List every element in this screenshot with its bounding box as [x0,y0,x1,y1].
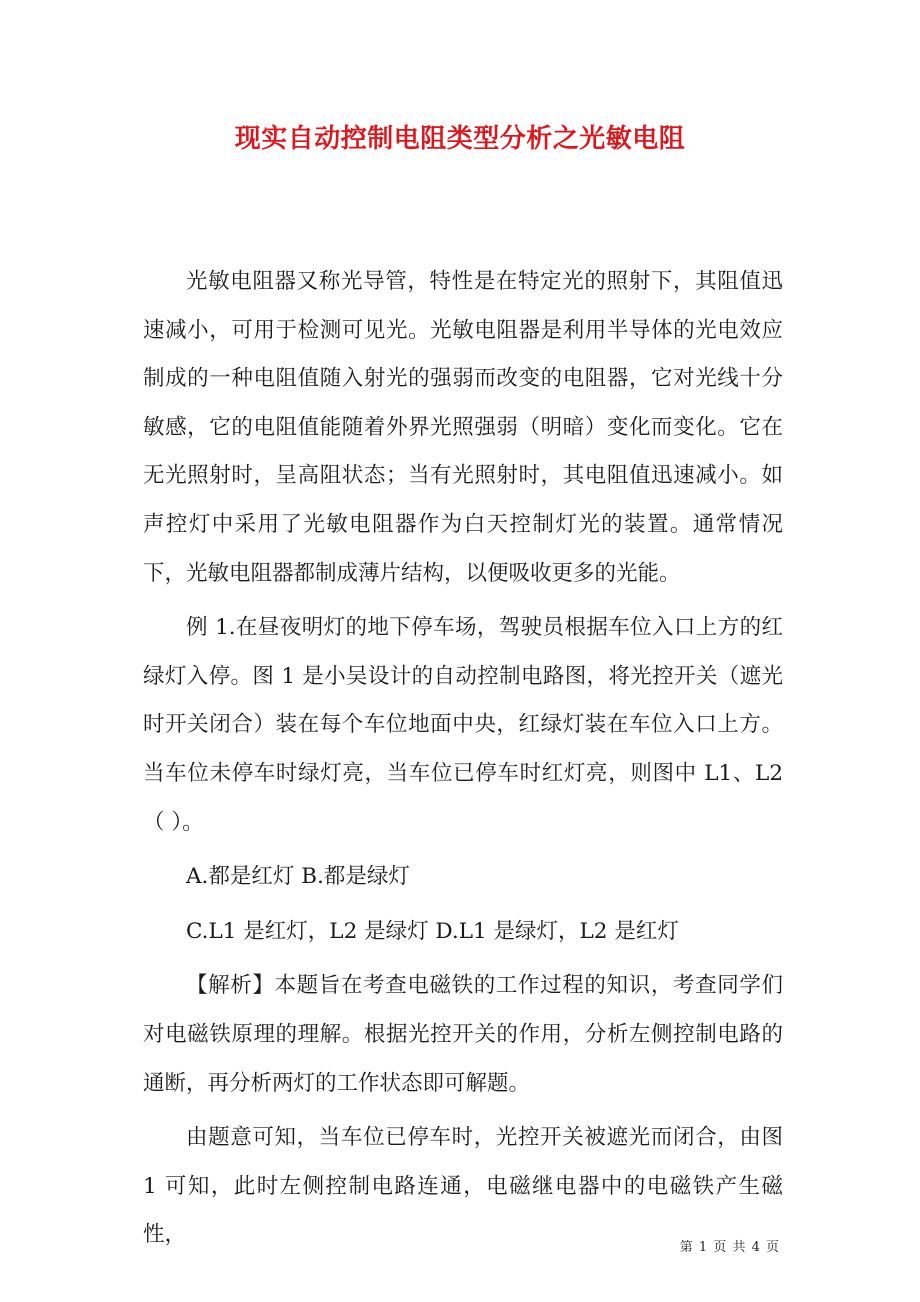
page-number: 第 1 页 共 4 页 [679,1240,780,1255]
paragraph-intro: 光敏电阻器又称光导管，特性是在特定光的照射下，其阻值迅速减小，可用于检测可见光。光敏电阻器是利用半导体的光电效应制成的一种电阻值随入射光的强弱而改变的电阻器，它对光线十分敏感，它的电阻值能随着外界光照强弱（明暗）变化而变化。它在无光照射时，呈高阻状态；当有光照射时，其电阻值迅速减小。如声控灯中采用了光敏电阻器作为白天控制灯光的装置。通常情况下，光敏电阻器都制成薄片结构，以便吸收更多的光能。 [143,269,783,586]
option-cd: C.L1 是红灯，L2 是绿灯 D.L1 是绿灯，L2 是红灯 [186,918,679,944]
paragraph-analysis: 【解析】本题旨在考查电磁铁的工作过程的知识，考查同学们对电磁铁原理的理解。根据光控开关的作用，分析左侧控制电路的通断，再分析两灯的工作状态即可解题。 [143,973,783,1096]
option-ab: A.都是红灯 B.都是绿灯 [186,864,410,890]
paragraph-solution: 由题意可知，当车位已停车时，光控开关被遮光而闭合，由图 1 可知，此时左侧控制电路连通，电磁继电器中的电磁铁产生磁性， [143,1125,783,1248]
paragraph-example: 例 1.在昼夜明灯的地下停车场，驾驶员根据车位入口上方的红绿灯入停。图 1 是小吴设计的自动控制电路图，将光控开关（遮光时开关闭合）装在每个车位地面中央，红绿灯装在车位入口上方。当车位未停车时绿灯亮，当车位已停车时红灯亮，则图中 L1、L2（ ）。 [143,615,783,835]
document-body [143,258,783,1260]
document-title: 现实自动控制电阻类型分析之光敏电阻 [234,124,686,154]
